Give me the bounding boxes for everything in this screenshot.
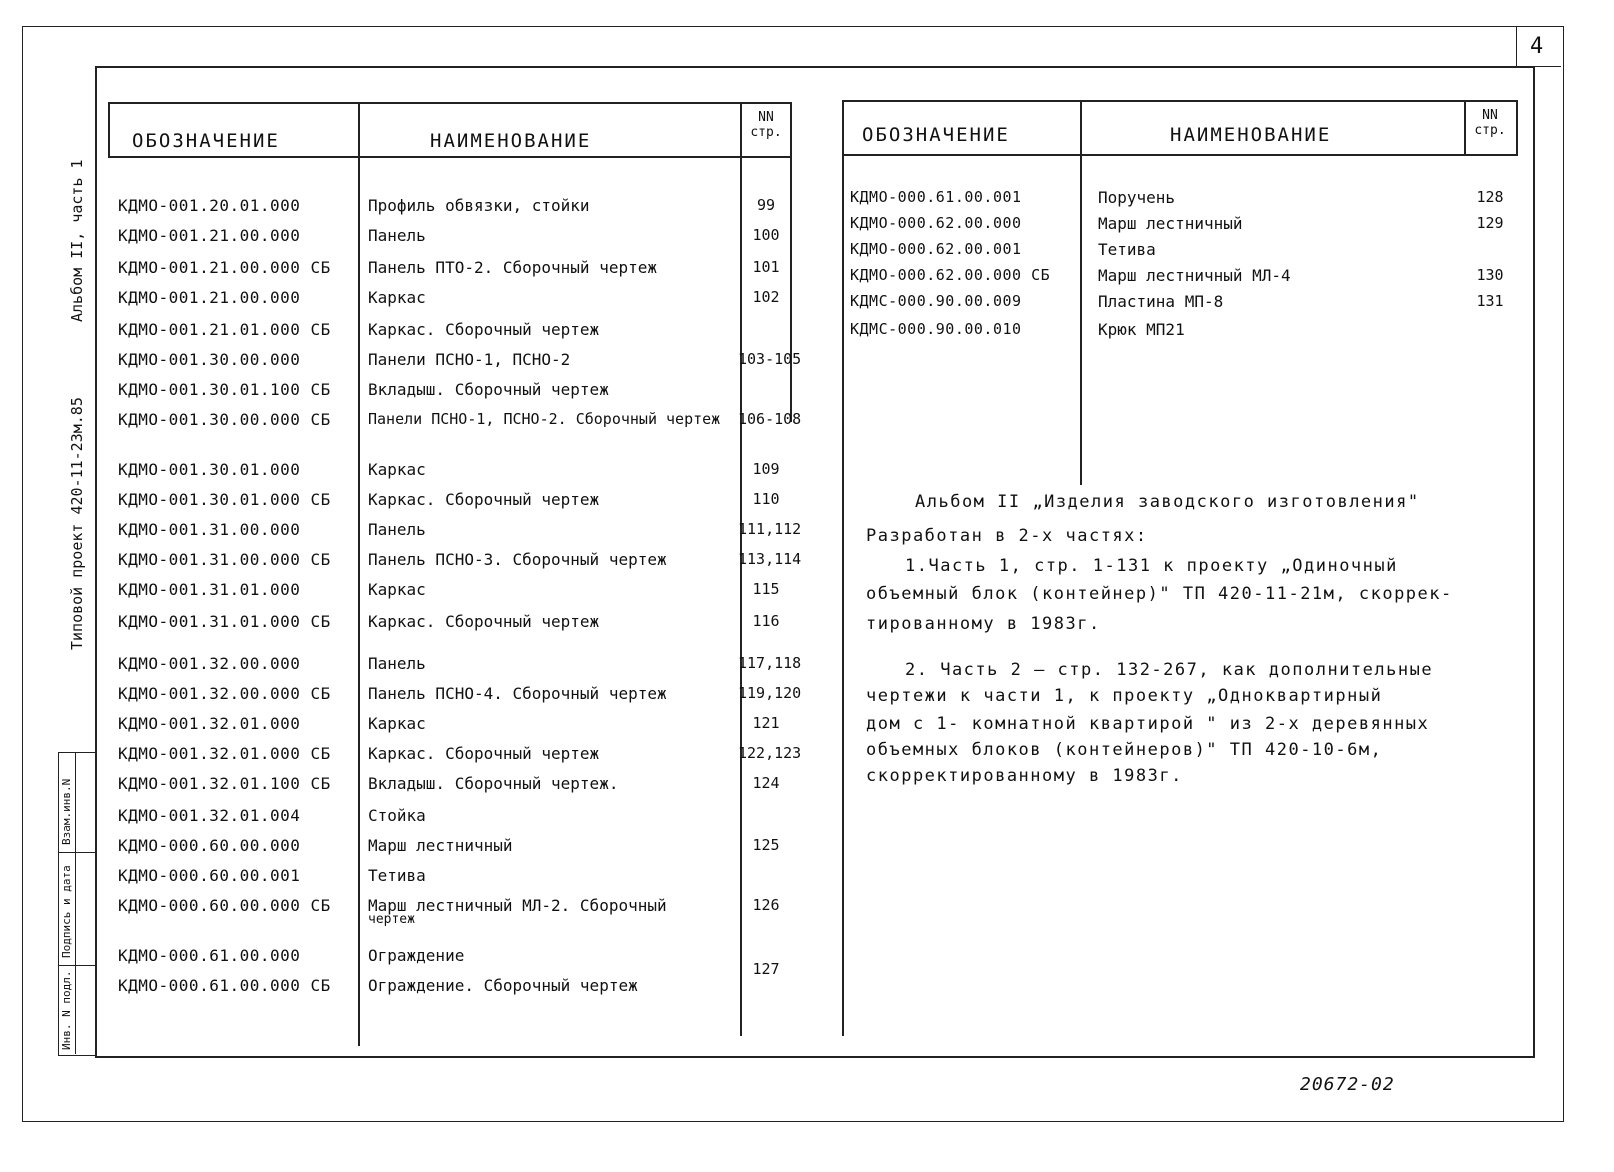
right-table-header-bottom <box>842 154 1518 156</box>
right-row-code: КДМО-000.61.00.001 <box>850 188 1022 206</box>
left-row-page: 113,114 <box>738 550 802 568</box>
stamp-column-divider <box>75 752 76 1054</box>
note-line-2: Разработан в 2-х частях: <box>866 526 1148 546</box>
note-line-8: дом с 1- комнатной квартирой " из 2-х деревянных <box>866 714 1430 734</box>
left-row-page: 99 <box>756 196 776 214</box>
left-row-code: КДМО-001.21.01.000 СБ <box>118 320 331 339</box>
right-row-code: КДМО-000.62.00.000 <box>850 214 1022 232</box>
left-row-name: Каркас. Сборочный чертеж <box>368 744 600 763</box>
left-row-page: 115 <box>752 580 780 598</box>
right-table-col-1 <box>1080 100 1082 485</box>
side-title-project: Типовой проект 420-11-23м.85 <box>68 397 86 650</box>
right-table-col-3 <box>1516 100 1518 156</box>
right-row-code: КДМО-000.62.00.001 <box>850 240 1022 258</box>
right-row-page: 129 <box>1476 214 1504 232</box>
right-row-code: КДМО-000.62.00.000 СБ <box>850 266 1051 284</box>
left-row-page: 126 <box>752 896 780 914</box>
left-row-name: Панель <box>368 654 426 673</box>
stamp-row-line-2 <box>58 965 95 966</box>
left-row-name: Профиль обвязки, стойки <box>368 196 590 215</box>
left-row-page: 117,118 <box>738 654 802 672</box>
left-row-code: КДМО-001.32.01.000 СБ <box>118 744 331 763</box>
left-row-name-cont: чертеж <box>368 912 415 927</box>
left-row-name: Марш лестничный МЛ-2. Сборочный <box>368 896 667 915</box>
left-row-name: Вкладыш. Сборочный чертеж <box>368 380 609 399</box>
left-table-top <box>108 102 792 104</box>
left-row-code: КДМО-001.32.00.000 СБ <box>118 684 331 703</box>
left-row-page: 106-108 <box>738 410 802 428</box>
right-table-col-0 <box>842 100 844 1036</box>
right-row-code: КДМС-000.90.00.009 <box>850 292 1022 310</box>
left-header-name: НАИМЕНОВАНИЕ <box>430 130 592 152</box>
left-row-code: КДМО-000.60.00.000 <box>118 836 301 855</box>
left-row-code: КДМО-001.30.01.100 СБ <box>118 380 331 399</box>
left-row-code: КДМО-001.30.00.000 <box>118 350 301 369</box>
right-row-page: 131 <box>1476 292 1504 310</box>
note-line-5: тированному в 1983г. <box>866 614 1101 634</box>
left-row-code: КДМО-001.30.00.000 СБ <box>118 410 331 429</box>
left-row-page: 122,123 <box>738 744 802 762</box>
stamp-podpis: Подпись и дата <box>60 865 73 958</box>
note-line-1: Альбом II „Изделия заводского изготовления" <box>915 492 1420 512</box>
left-row-code: КДМО-001.31.01.000 СБ <box>118 612 331 631</box>
left-row-code: КДМО-001.30.01.000 СБ <box>118 490 331 509</box>
left-row-name: Каркас. Сборочный чертеж <box>368 320 600 339</box>
left-row-name: Ограждение. Сборочный чертеж <box>368 976 638 995</box>
document-code: 20672-02 <box>1300 1074 1395 1095</box>
left-row-code: КДМО-001.21.00.000 <box>118 288 301 307</box>
left-row-page: 109 <box>752 460 780 478</box>
left-row-name: Панель ПСНО-3. Сборочный чертеж <box>368 550 667 569</box>
left-row-page: 110 <box>752 490 780 508</box>
left-row-code: КДМО-001.21.00.000 СБ <box>118 258 331 277</box>
left-header-pages: NN стр. <box>750 110 782 140</box>
right-row-name: Пластина МП-8 <box>1098 292 1224 311</box>
left-row-code: КДМО-001.20.01.000 <box>118 196 301 215</box>
note-line-9: объемных блоков (контейнеров)" ТП 420-10-6м, <box>866 740 1383 760</box>
stamp-vzam: Взам.инв.N <box>60 778 73 845</box>
left-row-name: Панель ПСНО-4. Сборочный чертеж <box>368 684 667 703</box>
left-row-page: 125 <box>752 836 780 854</box>
left-row-name: Панель ПТО-2. Сборочный чертеж <box>368 258 657 277</box>
sheet-number: 4 <box>1530 34 1544 59</box>
left-row-name: Каркас. Сборочный чертеж <box>368 612 600 631</box>
right-row-name: Тетива <box>1098 240 1156 259</box>
left-row-code: КДМО-001.32.00.000 <box>118 654 301 673</box>
left-row-code: КДМО-001.31.00.000 <box>118 520 301 539</box>
left-row-name: Марш лестничный <box>368 836 513 855</box>
left-row-page: 121 <box>752 714 780 732</box>
left-row-code: КДМО-001.32.01.100 СБ <box>118 774 331 793</box>
note-line-4: объемный блок (контейнер)" ТП 420-11-21м, скоррек- <box>866 584 1453 604</box>
right-row-name: Марш лестничный МЛ-4 <box>1098 266 1291 285</box>
right-row-code: КДМС-000.90.00.010 <box>850 320 1022 338</box>
left-row-name: Панели ПСНО-1, ПСНО-2. Сборочный чертеж <box>368 410 721 428</box>
left-row-name: Каркас <box>368 714 426 733</box>
left-row-code: КДМО-001.32.01.004 <box>118 806 301 825</box>
left-row-page: 103-105 <box>738 350 802 368</box>
left-row-page: 101 <box>752 258 780 276</box>
left-row-page: 111,112 <box>738 520 802 538</box>
left-row-name: Каркас <box>368 288 426 307</box>
left-row-code: КДМО-001.21.00.000 <box>118 226 301 245</box>
left-row-name: Панель <box>368 226 426 245</box>
left-row-name: Тетива <box>368 866 426 885</box>
left-row-name: Панель <box>368 520 426 539</box>
left-row-name: Каркас <box>368 460 426 479</box>
note-line-3: 1.Часть 1, стр. 1-131 к проекту „Одиночный <box>905 556 1398 576</box>
left-row-code: КДМО-000.60.00.001 <box>118 866 301 885</box>
right-table-top <box>842 100 1518 102</box>
right-row-name: Крюк МП21 <box>1098 320 1185 339</box>
stamp-inv-podl: Инв. N подл. <box>60 970 73 1050</box>
left-row-page: 116 <box>752 612 780 630</box>
right-row-page: 130 <box>1476 266 1504 284</box>
left-row-page: 102 <box>752 288 780 306</box>
left-row-name: Каркас. Сборочный чертеж <box>368 490 600 509</box>
left-table-col-0 <box>108 102 110 158</box>
side-title-album: Альбом II, часть 1 <box>68 159 86 322</box>
note-line-7: чертежи к части 1, к проекту „Одноквартирный <box>866 686 1383 706</box>
left-row-page: 119,120 <box>738 684 802 702</box>
note-line-10: скорректированному в 1983г. <box>866 766 1183 786</box>
left-row-code: КДМО-001.31.01.000 <box>118 580 301 599</box>
left-row-code: КДМО-001.30.01.000 <box>118 460 301 479</box>
left-row-name: Каркас <box>368 580 426 599</box>
right-row-name: Марш лестничный <box>1098 214 1243 233</box>
left-row-page: 100 <box>752 226 780 244</box>
left-row-code: КДМО-000.61.00.000 СБ <box>118 976 331 995</box>
left-row-code: КДМО-000.60.00.000 СБ <box>118 896 331 915</box>
right-table-col-2 <box>1464 100 1466 156</box>
left-table-col-1 <box>358 102 360 1046</box>
left-row-name: Панели ПСНО-1, ПСНО-2 <box>368 350 571 369</box>
right-header-designation: ОБОЗНАЧЕНИЕ <box>862 124 1010 146</box>
right-header-name: НАИМЕНОВАНИЕ <box>1170 124 1332 146</box>
right-row-name: Поручень <box>1098 188 1176 207</box>
left-row-code: КДМО-001.32.01.000 <box>118 714 301 733</box>
note-line-6: 2. Часть 2 – стр. 132-267, как дополнительные <box>905 660 1434 680</box>
right-header-pages: NN стр. <box>1474 108 1506 138</box>
left-row-name: Стойка <box>368 806 426 825</box>
left-row-page: 124 <box>752 774 780 792</box>
left-row-code: КДМО-000.61.00.000 <box>118 946 301 965</box>
left-row-name: Ограждение <box>368 946 465 965</box>
left-table-header-bottom <box>108 156 792 158</box>
stamp-row-line-1 <box>58 852 95 853</box>
left-row-page: 127 <box>752 960 780 978</box>
left-row-code: КДМО-001.31.00.000 СБ <box>118 550 331 569</box>
left-header-designation: ОБОЗНАЧЕНИЕ <box>132 130 280 152</box>
left-row-name: Вкладыш. Сборочный чертеж. <box>368 774 619 793</box>
right-row-page: 128 <box>1476 188 1504 206</box>
